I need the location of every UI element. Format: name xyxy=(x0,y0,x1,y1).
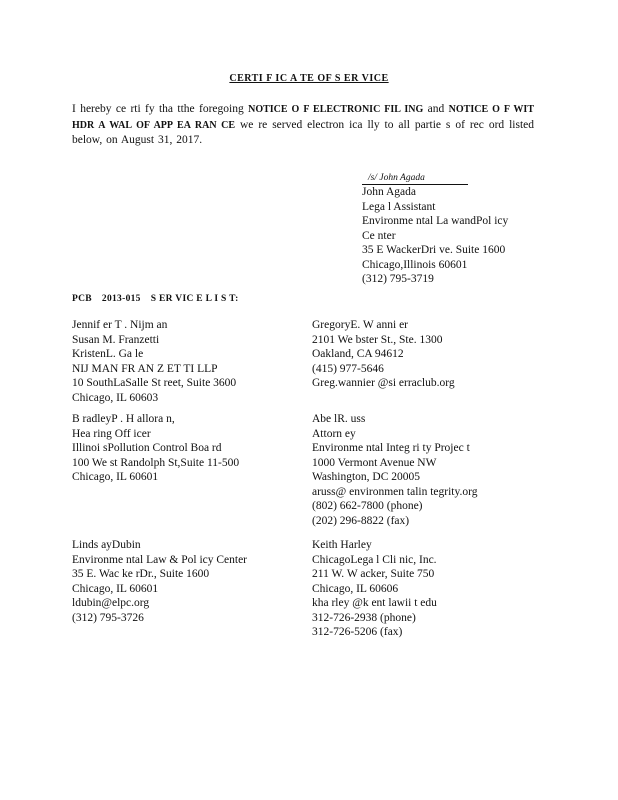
contact-line: Abe lR. uss xyxy=(312,413,366,425)
contact-line: Hea ring Off icer xyxy=(72,427,151,440)
service-list-heading xyxy=(72,292,239,307)
contact-line: Illinoi sPollution Control Boa rd xyxy=(72,442,222,454)
sig-org-1: Environme ntal La wandPol icy xyxy=(362,215,509,227)
contact-line: Attorn ey xyxy=(312,427,356,440)
contact-fax: (202) 296-8822 (fax) xyxy=(312,514,410,527)
contact-line: NIJ MAN FR AN Z ET TI LLP xyxy=(72,362,218,375)
cert-text-part2: we re served electron ica lly to all partie s of rec ord listed below, on August 31, 2017. xyxy=(72,118,534,146)
contact-line: Chicago, IL 60603 xyxy=(72,391,159,404)
contact-line: Susan M. Franzetti xyxy=(72,333,160,346)
contact-line: KristenL. Ga le xyxy=(72,348,144,360)
contact-phone: 312-726-2938 (phone) xyxy=(312,611,416,624)
contact-line: Oakland, CA 94612 xyxy=(312,348,404,360)
contact-nijman xyxy=(72,318,302,405)
contact-line: ChicagoLega l Cli nic, Inc. xyxy=(312,553,437,566)
sig-phone: (312) 795-3719 xyxy=(362,273,434,285)
contact-wannier xyxy=(312,318,542,391)
service-list-label: PCB xyxy=(72,294,92,304)
contact-line: 35 E. Wac ke rDr., Suite 1600 xyxy=(72,568,210,580)
contact-email: aruss@ environmen talin tegrity.org xyxy=(312,485,478,498)
sig-name: John Agada xyxy=(362,186,416,198)
certification-paragraph xyxy=(72,102,534,148)
contact-line: GregoryE. W anni er xyxy=(312,319,409,331)
contact-line: B radleyP . H allora n, xyxy=(72,413,175,425)
cert-text-part1: I hereby ce rti fy tha tthe foregoing xyxy=(72,103,249,115)
contact-line: 10 SouthLaSalle St reet, Suite 3600 xyxy=(72,377,237,389)
cert-and: and xyxy=(423,103,449,115)
cert-doc1: NOTICE O F ELECTRONIC FIL ING xyxy=(248,104,424,115)
contact-line: Jennif er T . Nijm an xyxy=(72,319,168,331)
contact-line: Chicago, IL 60606 xyxy=(312,582,399,595)
contact-email: Greg.wannier @si erraclub.org xyxy=(312,377,455,389)
title-text: CERTI F IC A TE OF S ER VICE xyxy=(229,73,389,84)
contact-line: Linds ayDubin xyxy=(72,539,141,551)
contact-harley xyxy=(312,538,542,640)
cert-doc2: NOTICE O F WIT HDR A WAL OF APP EA RAN CE xyxy=(72,104,534,131)
contact-line: 211 W. W acker, Suite 750 xyxy=(312,568,435,580)
contact-fax: 312-726-5206 (fax) xyxy=(312,626,403,638)
contact-line: 2101 We bster St., Ste. 1300 xyxy=(312,333,443,346)
sig-address: 35 E WackerDri ve. Suite 1600 xyxy=(362,244,506,256)
contact-line: Washington, DC 20005 xyxy=(312,471,421,483)
contact-line: (415) 977-5646 xyxy=(312,362,384,375)
service-list-number: 2013-015 xyxy=(101,294,141,304)
contact-line: Chicago, IL 60601 xyxy=(72,471,159,483)
contact-phone: (312) 795-3726 xyxy=(72,611,144,624)
contact-dubin xyxy=(72,538,302,625)
contact-line: 100 We st Randolph St,Suite 11-500 xyxy=(72,456,240,469)
contact-email: ldubin@elpc.org xyxy=(72,597,150,609)
contact-line: Chicago, IL 60601 xyxy=(72,582,159,595)
contact-line: 1000 Vermont Avenue NW xyxy=(312,456,437,469)
service-list-title: S ER VIC E L I S T: xyxy=(150,294,239,304)
contact-russ xyxy=(312,412,542,528)
signature-line: /s/ John Agada xyxy=(362,172,468,185)
contact-line: Keith Harley xyxy=(312,539,372,551)
contact-email: kha rley @k ent lawii t edu xyxy=(312,597,437,609)
contact-line: Environme ntal Integ ri ty Projec t xyxy=(312,442,470,454)
contact-halloran xyxy=(72,412,302,485)
contact-phone: (802) 662-7800 (phone) xyxy=(312,500,423,512)
sig-org-2: Ce nter xyxy=(362,229,396,242)
sig-city: Chicago,Illinois 60601 xyxy=(362,258,468,271)
sig-title: Lega l Assistant xyxy=(362,200,436,213)
contact-line: Environme ntal Law & Pol icy Center xyxy=(72,553,248,566)
document-title xyxy=(0,72,618,87)
signature-block xyxy=(362,170,562,287)
